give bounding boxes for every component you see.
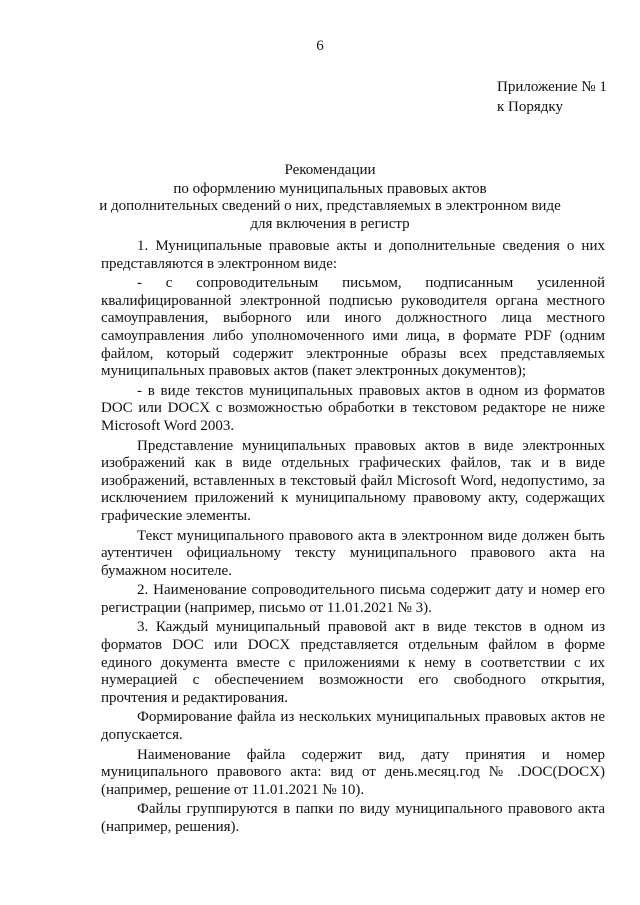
title-line-1: по оформлению муниципальных правовых актов (173, 180, 487, 197)
appendix-line-2: к Порядку (497, 99, 563, 115)
document-body (101, 238, 605, 839)
paragraph-folders: Файлы группируются в папки по виду муниципального правового акта (например, решения). (101, 801, 605, 835)
appendix-reference (497, 77, 607, 117)
paragraph-file-naming: Наименование файла содержит вид, дату принятия и номер муниципального правового акта: вид от день.месяц.год № .DOC(DOCX) (например, решение от 11.01.2021 № 10). (101, 746, 605, 798)
title-line-2: и дополнительных сведений о них, представляемых в электронном виде (99, 198, 561, 214)
title-heading: Рекомендации (284, 162, 376, 178)
paragraph-images-note: Представление муниципальных правовых актов в виде электронных изображений как в виде отдельных графических файлов, так и в виде изображений, вставленных в текстовый файл Microsoft Word, недопустимо, за исключением приложений к муниципальному правовому акту, содержащих графические элементы. (101, 437, 605, 524)
paragraph-2: 2. Наименование сопроводительного письма содержит дату и номер его регистрации (например, письмо от 11.01.2021 № 3). (101, 582, 605, 616)
paragraph-authenticity: Текст муниципального правового акта в электронном виде должен быть аутентичен официальному тексту муниципального правового акта на бумажном носителе. (101, 527, 605, 579)
page-number: 6 (316, 38, 324, 54)
document-title (60, 162, 600, 233)
paragraph-3: 3. Каждый муниципальный правовой акт в виде текстов в одном из форматов DOC или DOCX представляется отдельным файлом в форме единого документа вместе с приложениями к нему в соответствии с их нумерацией с обеспечением возможности его свободного открытия, прочтения и редактирования. (101, 619, 605, 706)
paragraph-list-item-2: - в виде текстов муниципальных правовых актов в одном из форматов DOC или DOCX с возможностью обработки в текстовом редакторе не ниже Microsoft Word 2003. (101, 382, 605, 434)
paragraph-1: 1. Муниципальные правовые акты и дополнительные сведения о них представляются в электронном виде: (101, 238, 605, 272)
appendix-line-1: Приложение № 1 (497, 79, 607, 95)
paragraph-no-combined: Формирование файла из нескольких муниципальных правовых актов не допускается. (101, 709, 605, 744)
paragraph-list-item-1: - с сопроводительным письмом, подписанным усиленной квалифицированной электронной подписью руководителя органа местного самоуправления, выборного или иного должностного лица местного самоуправления либо уполномоченного ими лица, в формате PDF (одним файлом, который содержит электронные образы всех представляемых муниципальных правовых актов (пакет электронных документов); (101, 275, 605, 380)
title-line-3: для включения в регистр (250, 215, 410, 232)
